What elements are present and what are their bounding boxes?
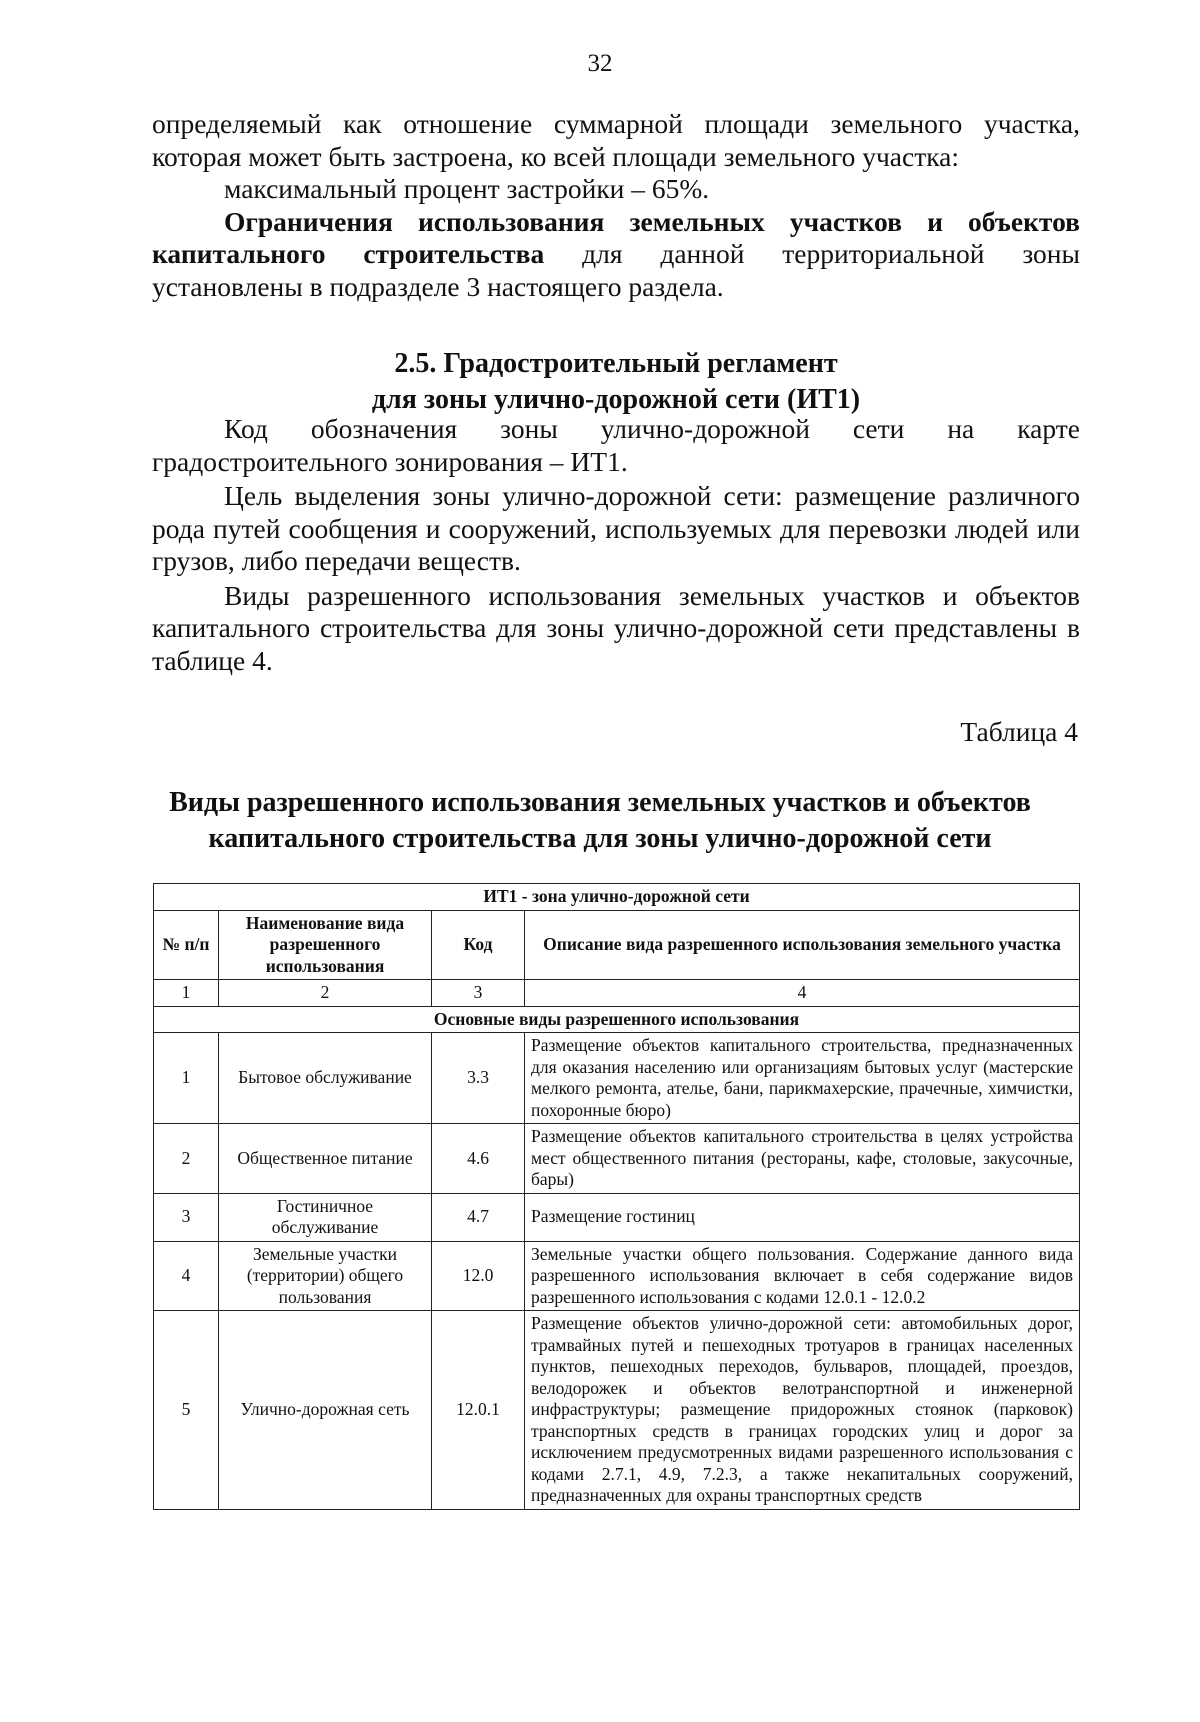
- section-title: [152, 346, 1080, 418]
- zone-header-cell: ИТ1 - зона улично-дорожной сети: [154, 884, 1080, 911]
- column-header-row: [154, 910, 1080, 980]
- row-code: 4.6: [432, 1124, 525, 1194]
- intro-block: [152, 108, 1080, 303]
- row-name: Гостиничное обслуживание: [219, 1193, 432, 1241]
- table-title: [120, 785, 1080, 857]
- row-desc: Земельные участки общего пользования. Содержание данного вида разрешенного использования включает в себя содержание видов разрешенного использования с кодами 12.0.1 - 12.0.2: [525, 1241, 1080, 1311]
- row-desc: Размещение гостиниц: [525, 1193, 1080, 1241]
- usage-types-paragraph: Виды разрешенного использования земельных участков и объектов капитального строительства для зоны улично-дорожной сети представлены в таблице 4.: [152, 579, 1080, 676]
- row-num: 4: [154, 1241, 219, 1311]
- table-row: [154, 1241, 1080, 1311]
- table-title-line2: капитального строительства для зоны улично-дорожной сети: [208, 823, 992, 854]
- row-desc: Размещение объектов капитального строительства, предназначенных для оказания населению или организациям бытовых услуг (мастерские мелкого ремонта, ателье, бани, парикмахерские, прачечные, химчистки, похоронные бюро): [525, 1033, 1080, 1124]
- column-number: 3: [432, 980, 525, 1007]
- table-title-line1: Виды разрешенного использования земельных участков и объектов: [169, 787, 1031, 818]
- row-num: 3: [154, 1193, 219, 1241]
- max-build-percent: максимальный процент застройки – 65%.: [224, 173, 710, 204]
- header-name: Наименование вида разрешенного использования: [219, 910, 432, 980]
- section-title-line1: 2.5. Градостроительный регламент: [394, 348, 838, 379]
- row-num: 2: [154, 1124, 219, 1194]
- column-number-row: [154, 980, 1080, 1007]
- section-header-row: [154, 1006, 1080, 1033]
- restriction-paragraph: [152, 206, 1080, 304]
- row-code: 12.0.1: [432, 1311, 525, 1510]
- table-row: [154, 1193, 1080, 1241]
- table-label: Таблица 4: [960, 716, 1078, 747]
- table-row: [154, 1124, 1080, 1194]
- row-num: 1: [154, 1033, 219, 1124]
- row-code: 3.3: [432, 1033, 525, 1124]
- header-code: Код: [432, 910, 525, 980]
- usage-table: [153, 883, 1080, 1510]
- section-header-cell: Основные виды разрешенного использования: [154, 1006, 1080, 1033]
- row-code: 12.0: [432, 1241, 525, 1311]
- zone-purpose-paragraph: Цель выделения зоны улично-дорожной сети: размещение различного рода путей сообщения и сооружений, используемых для перевозки людей или грузов, либо передачи веществ.: [152, 480, 1080, 576]
- column-number: 2: [219, 980, 432, 1007]
- zone-code-paragraph: Код обозначения зоны улично-дорожной сети на карте градостроительного зонирования – ИТ1.: [152, 413, 1080, 477]
- column-number: 1: [154, 980, 219, 1007]
- header-num: № п/п: [154, 910, 219, 980]
- row-code: 4.7: [432, 1193, 525, 1241]
- page-number: 32: [587, 50, 613, 77]
- row-num: 5: [154, 1311, 219, 1510]
- zone-header-row: [154, 884, 1080, 911]
- table-row: [154, 1311, 1080, 1510]
- header-desc: Описание вида разрешенного использования земельного участка: [525, 910, 1080, 980]
- row-name: Улично-дорожная сеть: [219, 1311, 432, 1510]
- restriction-rest-text: для данной территориальной зоны установлены в подразделе 3 настоящего раздела.: [152, 238, 1080, 302]
- row-name: Общественное питание: [219, 1124, 432, 1194]
- body-block: [152, 413, 1080, 677]
- row-desc: Размещение объектов капитального строительства в целях устройства мест общественного питания (рестораны, кафе, столовые, закусочные, бары): [525, 1124, 1080, 1194]
- row-name: Земельные участки (территории) общего пользования: [219, 1241, 432, 1311]
- row-desc: Размещение объектов улично-дорожной сети: автомобильных дорог, трамвайных путей и пешеходных тротуаров в границах населенных пунктов, пешеходных переходов, бульваров, площадей, проездов, велодорожек и объектов велотранспортной и инженерной инфраструктуры; размещение придорожных стоянок (парковок) транспортных средств в границах городских улиц и дорог за исключением предусмотренных видами разрешенного использования с кодами 2.7.1, 4.9, 7.2.3, а также некапитальных сооружений, предназначенных для охраны транспортных средств: [525, 1311, 1080, 1510]
- section-title-line2: для зоны улично-дорожной сети (ИТ1): [371, 384, 861, 415]
- table-row: [154, 1033, 1080, 1124]
- row-name: Бытовое обслуживание: [219, 1033, 432, 1124]
- restriction-bold-text: Ограничения использования земельных участков и объектов капитального строительства: [152, 205, 1080, 269]
- intro-paragraph: определяемый как отношение суммарной площади земельного участка, которая может быть застроена, ко всей площади земельного участка:: [152, 108, 1080, 172]
- column-number: 4: [525, 980, 1080, 1007]
